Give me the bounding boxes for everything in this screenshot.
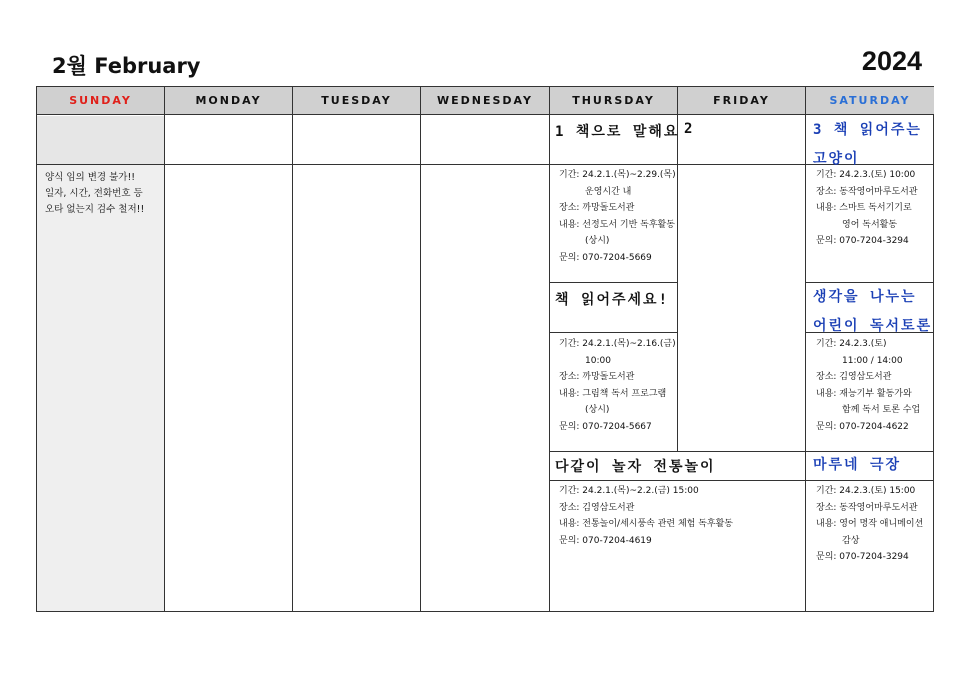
grid-line (549, 115, 550, 611)
grid-line (37, 164, 933, 165)
event-title (813, 116, 922, 174)
info-line: 함께 독서 토론 수업 (842, 405, 921, 415)
calendar-grid (36, 86, 934, 612)
header-wednesday: WEDNESDAY (421, 87, 550, 115)
info-line: 11:00 / 14:00 (842, 355, 903, 366)
event-title: 다같이 놀자 전통놀이 (555, 459, 716, 475)
info-line: (상시) (585, 236, 610, 246)
info-line: 장소: 까망돌도서관 (559, 203, 635, 213)
info-line: 기간: 24.2.3.(토) (816, 339, 887, 349)
info-line: 내용: 전통놀이/세시풍속 관련 체험 독후활동 (559, 519, 734, 529)
info-line: 문의: 070-7204-3294 (816, 552, 909, 562)
info-line: 장소: 김영삼도서관 (816, 372, 892, 382)
info-line: 운영시간 내 (585, 186, 632, 197)
header-saturday: SATURDAY (806, 87, 934, 115)
info-line: 기간: 24.2.3.(토) 10:00 (816, 170, 916, 180)
event-title: 1 책으로 말해요 (555, 124, 680, 140)
info-line: 기간: 24.2.1.(목)~2.2.(금) 15:00 (559, 486, 699, 496)
title-line: 고양이 (813, 151, 860, 167)
info-line: 영어 독서활동 (842, 219, 898, 230)
event-info (816, 167, 918, 250)
info-line: 문의: 070-7204-3294 (816, 236, 909, 246)
info-line: 기간: 24.2.3.(토) 15:00 (816, 486, 916, 496)
day-number: 2 (684, 121, 693, 137)
month-title: 2월 February (52, 54, 201, 78)
grid-line (549, 282, 677, 283)
note-line: 양식 임의 변경 불가!! (45, 172, 136, 183)
header-thursday: THURSDAY (550, 87, 678, 115)
info-line: 10:00 (585, 355, 611, 366)
grid-line (164, 115, 165, 611)
grid-line (549, 332, 677, 333)
info-line: 내용: 영어 명작 애니메이션 (816, 519, 924, 529)
note-line: 오타 없는지 검수 철저!! (45, 204, 145, 215)
event-info (816, 483, 923, 566)
info-line: 내용: 선정도서 기반 독후활동 (559, 219, 675, 230)
header-sunday: SUNDAY (37, 87, 165, 115)
info-line: 장소: 동작영어마루도서관 (816, 186, 918, 197)
title-line: 어린이 독서토론 (813, 318, 933, 334)
event-info (559, 336, 676, 435)
info-line: 문의: 070-7204-4619 (559, 535, 652, 546)
sunday-note (45, 170, 163, 218)
event-info (559, 167, 676, 266)
info-line: 문의: 070-7204-4622 (816, 421, 909, 432)
info-line: 장소: 김영삼도서관 (559, 502, 635, 513)
event-title: 마루네 극장 (813, 457, 902, 473)
info-line: 문의: 070-7204-5667 (559, 421, 652, 432)
title-line: 3 책 읽어주는 (813, 122, 922, 138)
info-line: (상시) (585, 405, 610, 415)
note-line: 일자, 시간, 전화번호 등 (45, 188, 143, 199)
header-friday: FRIDAY (678, 87, 806, 115)
grid-line (805, 115, 806, 611)
sunday-first-cell-bg (37, 116, 164, 164)
grid-line (420, 115, 421, 611)
info-line: 장소: 까망돌도서관 (559, 372, 635, 382)
grid-line (292, 115, 293, 611)
info-line: 내용: 스마트 독서기기로 (816, 203, 912, 213)
event-title: 책 읽어주세요! (555, 292, 670, 308)
info-line: 기간: 24.2.1.(목)~2.16.(금) (559, 339, 676, 349)
info-line: 장소: 동작영어마루도서관 (816, 502, 918, 513)
year-title: 2024 (861, 46, 922, 76)
event-title (813, 283, 932, 341)
header-tuesday: TUESDAY (293, 87, 421, 115)
info-line: 기간: 24.2.1.(목)~2.29.(목) (559, 170, 676, 180)
info-line: 내용: 재능기부 활동가와 (816, 388, 912, 399)
info-line: 내용: 그림책 독서 프로그램 (559, 388, 667, 399)
grid-line (677, 115, 678, 451)
header-monday: MONDAY (165, 87, 293, 115)
info-line: 감상 (842, 535, 860, 546)
grid-line (549, 480, 933, 481)
event-info (816, 336, 920, 435)
info-line: 문의: 070-7204-5669 (559, 252, 652, 263)
event-info (559, 483, 733, 549)
title-line: 생각을 나누는 (813, 289, 917, 305)
